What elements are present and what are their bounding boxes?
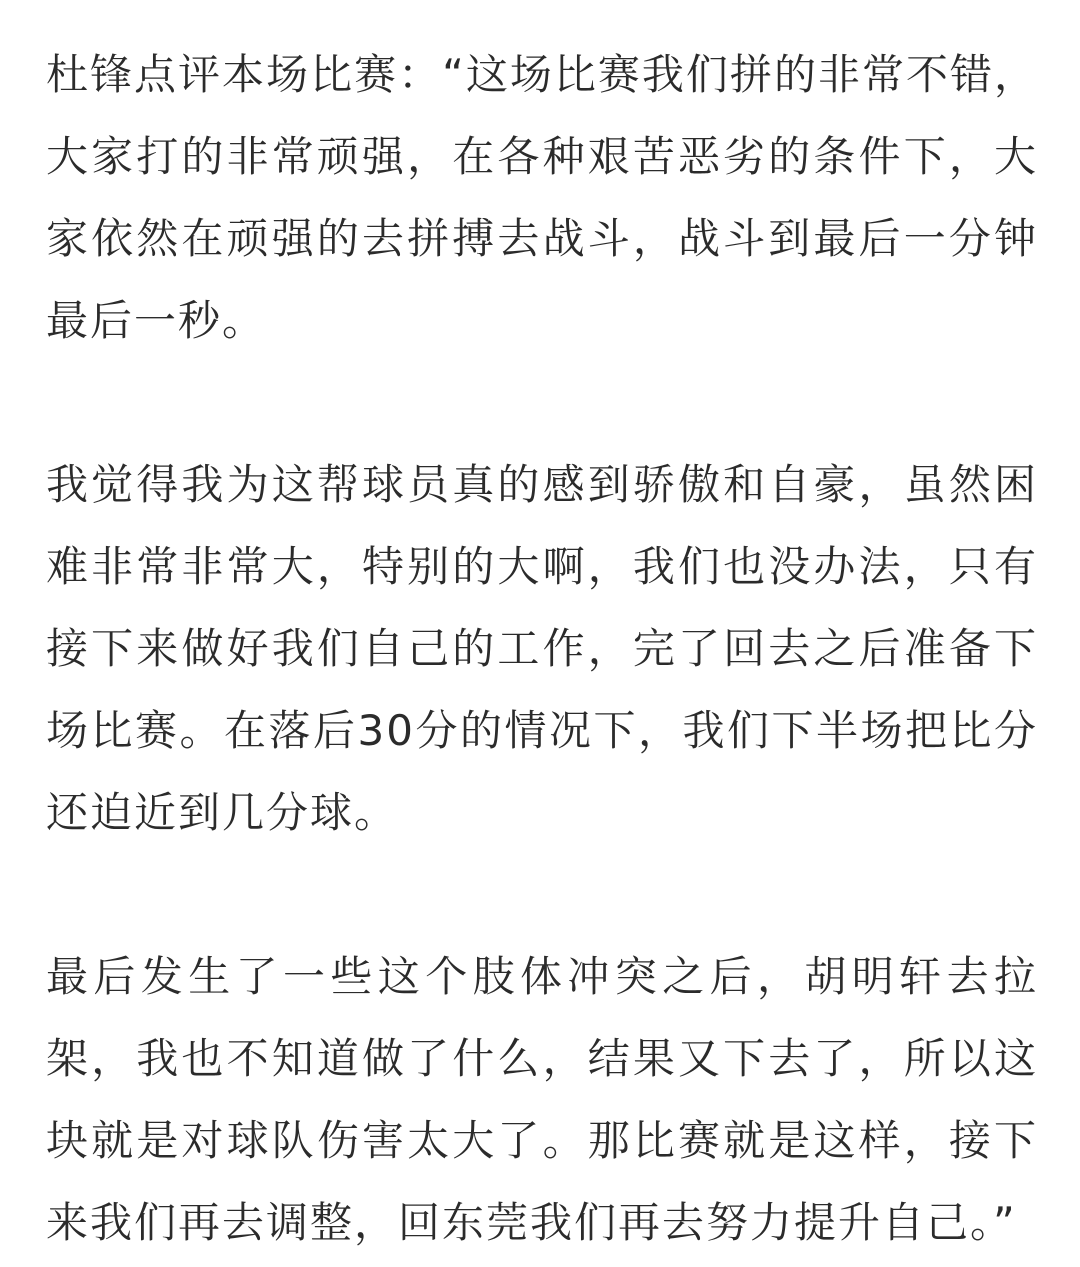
paragraph-2: 我觉得我为这帮球员真的感到骄傲和自豪，虽然困难非常非常大，特别的大啊，我们也没办法，只有接下来做好我们自己的工作，完了回去之后准备下场比赛。在落后30分的情况下，我们下半场把比分还迫近到几分球。 xyxy=(46,460,1038,837)
paragraph-1: 杜锋点评本场比赛：“这场比赛我们拼的非常不错，大家打的非常顽强，在各种艰苦恶劣的条件下，大家依然在顽强的去拼搏去战斗，战斗到最后一分钟最后一秒。 xyxy=(46,50,1038,345)
article-body xyxy=(46,34,1038,1264)
paragraph-3: 最后发生了一些这个肢体冲突之后，胡明轩去拉架，我也不知道做了什么，结果又下去了，所以这块就是对球队伤害太大了。那比赛就是这样，接下来我们再去调整，回东莞我们再去努力提升自己。” xyxy=(46,952,1038,1247)
